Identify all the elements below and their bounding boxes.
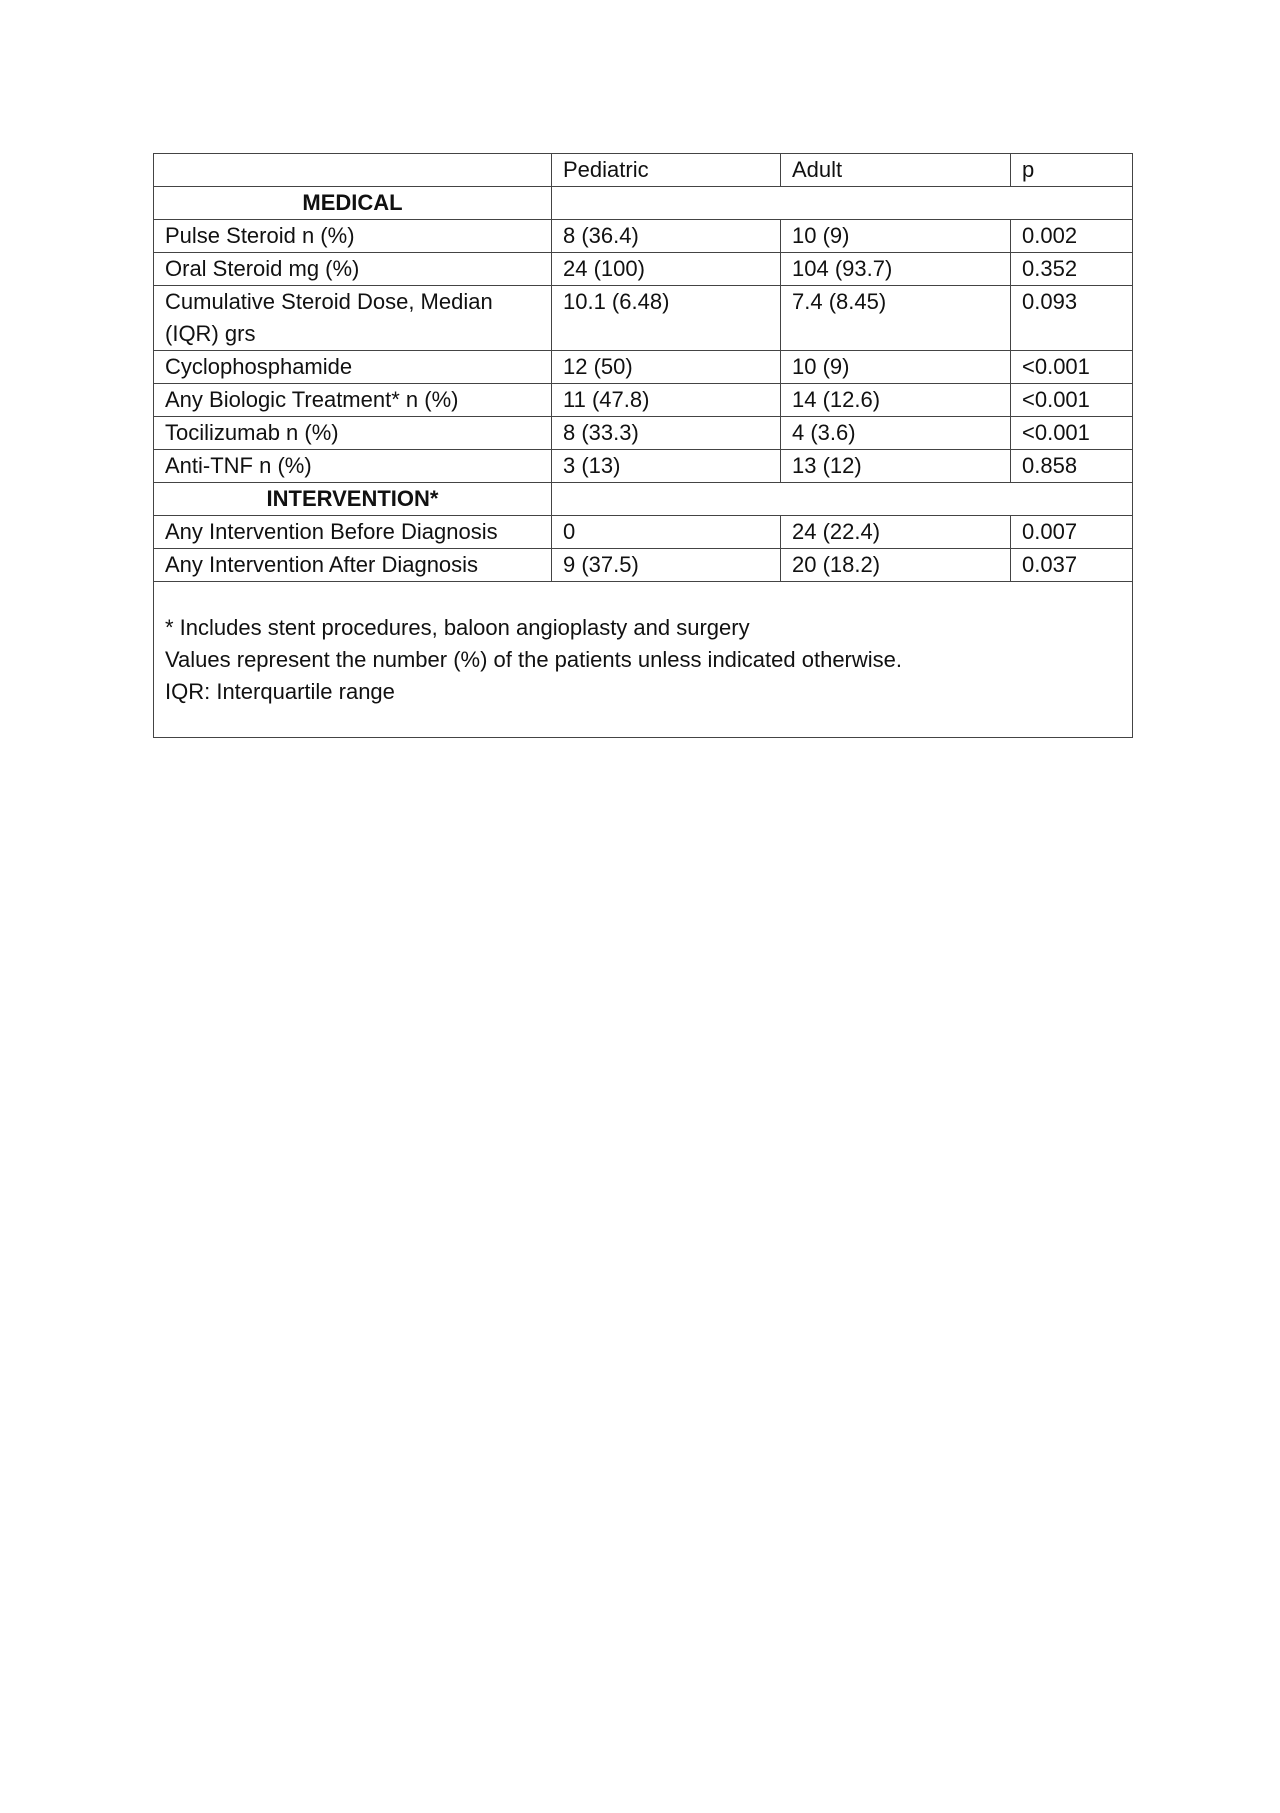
table-row — [154, 417, 1133, 450]
section-title-medical: MEDICAL — [154, 187, 552, 220]
adult-value: 20 (18.2) — [781, 549, 1011, 582]
table-row — [154, 351, 1133, 384]
row-label: Any Intervention Before Diagnosis — [154, 516, 552, 549]
section-title-intervention: INTERVENTION* — [154, 483, 552, 516]
adult-value: 4 (3.6) — [781, 417, 1011, 450]
table-row — [154, 549, 1133, 582]
row-label: Tocilizumab n (%) — [154, 417, 552, 450]
row-label: Pulse Steroid n (%) — [154, 220, 552, 253]
p-value: 0.858 — [1011, 450, 1133, 483]
adult-value: 10 (9) — [781, 220, 1011, 253]
section-row-intervention — [154, 483, 1133, 516]
row-label: Oral Steroid mg (%) — [154, 253, 552, 286]
pediatric-value: 0 — [552, 516, 781, 549]
pediatric-value: 3 (13) — [552, 450, 781, 483]
results-table — [153, 153, 1133, 738]
pediatric-value: 11 (47.8) — [552, 384, 781, 417]
header-cell-label — [154, 154, 552, 187]
header-cell-pediatric: Pediatric — [552, 154, 781, 187]
table-row — [154, 286, 1133, 351]
table-row — [154, 450, 1133, 483]
note-iqr-definition: IQR: Interquartile range — [165, 679, 395, 704]
table-notes — [154, 582, 1133, 738]
row-label: Any Intervention After Diagnosis — [154, 549, 552, 582]
p-value: <0.001 — [1011, 417, 1133, 450]
pediatric-value: 12 (50) — [552, 351, 781, 384]
adult-value: 24 (22.4) — [781, 516, 1011, 549]
notes-row — [154, 582, 1133, 738]
section-row-medical — [154, 187, 1133, 220]
adult-value: 13 (12) — [781, 450, 1011, 483]
p-value: 0.093 — [1011, 286, 1133, 351]
table-header-row — [154, 154, 1133, 187]
section-empty-cell — [552, 187, 1133, 220]
row-label: Any Biologic Treatment* n (%) — [154, 384, 552, 417]
pediatric-value: 9 (37.5) — [552, 549, 781, 582]
row-label: Anti-TNF n (%) — [154, 450, 552, 483]
pediatric-value: 8 (36.4) — [552, 220, 781, 253]
adult-value: 104 (93.7) — [781, 253, 1011, 286]
table-row — [154, 384, 1133, 417]
row-label: Cyclophosphamide — [154, 351, 552, 384]
table-row — [154, 220, 1133, 253]
row-label: Cumulative Steroid Dose, Median (IQR) grs — [154, 286, 552, 351]
table-row — [154, 516, 1133, 549]
section-empty-cell — [552, 483, 1133, 516]
results-table-container — [153, 153, 1132, 738]
note-intervention-footnote: * Includes stent procedures, baloon angioplasty and surgery — [165, 615, 750, 640]
note-values-explanation: Values represent the number (%) of the patients unless indicated otherwise. — [165, 647, 902, 672]
adult-value: 10 (9) — [781, 351, 1011, 384]
p-value: 0.007 — [1011, 516, 1133, 549]
p-value: 0.037 — [1011, 549, 1133, 582]
p-value: 0.002 — [1011, 220, 1133, 253]
adult-value: 14 (12.6) — [781, 384, 1011, 417]
header-cell-adult: Adult — [781, 154, 1011, 187]
pediatric-value: 8 (33.3) — [552, 417, 781, 450]
pediatric-value: 10.1 (6.48) — [552, 286, 781, 351]
p-value: <0.001 — [1011, 384, 1133, 417]
pediatric-value: 24 (100) — [552, 253, 781, 286]
p-value: <0.001 — [1011, 351, 1133, 384]
adult-value: 7.4 (8.45) — [781, 286, 1011, 351]
header-cell-p: p — [1011, 154, 1133, 187]
p-value: 0.352 — [1011, 253, 1133, 286]
table-row — [154, 253, 1133, 286]
